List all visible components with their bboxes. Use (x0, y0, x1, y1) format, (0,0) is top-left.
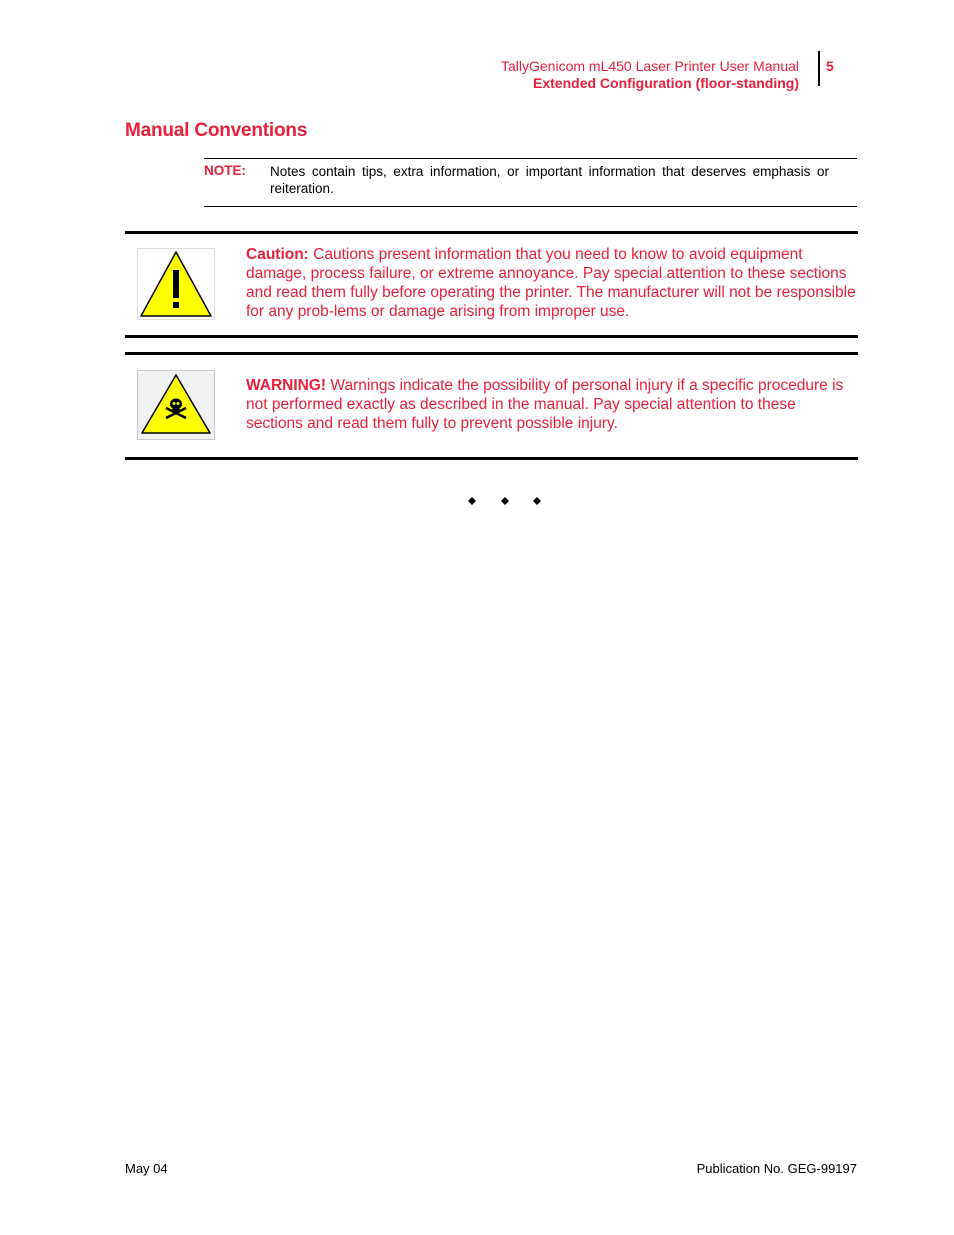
footer-publication: Publication No. GEG-99197 (696, 1161, 857, 1176)
skull-warning-icon (137, 370, 215, 445)
section-title: Manual Conventions (125, 120, 308, 141)
section-end-ornament (466, 494, 546, 506)
warning-text: Warnings indicate the possibility of personal injury if a specific procedure is not performed exactly as described in the manual. Pay special attention to these sections and read them fully to prevent possible injury. (246, 377, 844, 432)
caution-text: Cautions present information that you need to know to avoid equipment damage, process failure, or extreme annoyance. Pay special attention to these sections and read them fully before operating the printer. The manufacturer will not be responsible for any prob-lems or damage arising from improper use. (246, 246, 856, 320)
note-label: NOTE: (204, 163, 246, 178)
footer-date: May 04 (125, 1161, 168, 1176)
warning-box (125, 352, 858, 460)
note-box (204, 158, 857, 207)
warning-label: WARNING! (246, 377, 327, 394)
caution-label: Caution: (246, 246, 309, 263)
page-number: 5 (826, 58, 834, 74)
caution-paragraph (246, 245, 856, 321)
caution-box (125, 231, 858, 338)
caution-triangle-icon (137, 248, 215, 325)
manual-title: TallyGenicom mL450 Laser Printer User Manual (500, 58, 799, 74)
header-divider (818, 51, 820, 86)
note-text: Notes contain tips, extra information, or important information that deserves emphasis or reiteration. (270, 164, 829, 196)
chapter-title: Extended Configuration (floor-standing) (533, 75, 799, 91)
warning-paragraph (246, 376, 856, 433)
